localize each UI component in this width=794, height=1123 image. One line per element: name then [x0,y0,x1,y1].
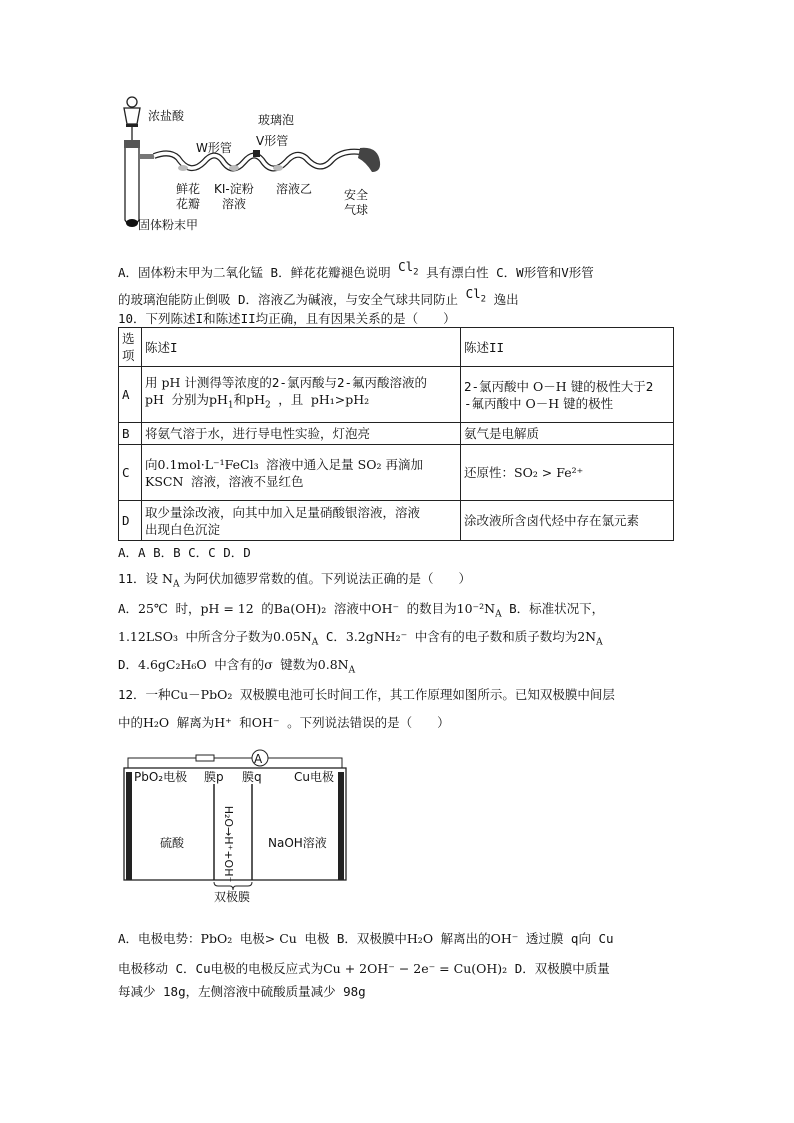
q11-option-d: D．4.6gC₂H₆O 中含有的σ 键数为$0.8N_A$ [118,657,356,676]
statement-1-cell: 用 pH 计测得等浓度的2-氯丙酸与2-氟丙酸溶液的 pH 分别为$pH_1$和$pH_2$ ，且 pH₁>pH₂ [142,367,461,423]
label-powder: 固体粉末甲 [138,218,199,232]
label-acid: 浓盐酸 [148,109,185,123]
label-ki-2: 溶液 [222,197,247,211]
label-water-dissociation: H₂O→H⁺+OH⁻ [222,805,235,883]
label-w-tube: W形管 [196,141,232,155]
label-ki-1: KI-淀粉 [214,182,254,196]
q12-options-line2: 电极移动 C．Cu电极的电极反应式为Cu + 2OH⁻ − 2e⁻ = Cu(OH)₂ D．双极膜中质量 [118,961,610,976]
label-sulfuric-acid: 硫酸 [160,836,185,850]
header-statement-2: 陈述II [461,328,674,367]
q11-option-a: A．25℃ 时，pH = 12 的Ba(OH)₂ 溶液中OH⁻ 的数目为$10^{-2}N_A$ B．标准状况下， [118,601,605,620]
label-petal-1: 鲜花 [176,182,201,196]
table-row [119,501,674,541]
q12-options-line3: 每减少 18g，左侧溶液中硫酸质量减少 98g [118,984,366,999]
label-solution-b: 溶液乙 [276,182,313,196]
statement-2-cell: 还原性：SO₂ > Fe²⁺ [461,445,674,501]
label-membrane-q: 膜q [242,770,262,784]
q9-options-line2: 的玻璃泡能防止倒吸 D．溶液乙为碱液，与安全气球共同防止 $Cl_2$ 逸出 [118,286,519,307]
statement-1-cell: 取少量涂改液，向其中加入足量硝酸银溶液，溶液 出现白色沉淀 [142,501,461,541]
table-row [119,423,674,445]
q10-options: A．A B．B C．C D．D [118,545,251,560]
label-membrane-p: 膜p [204,770,224,784]
table-row [119,445,674,501]
table-row [119,328,674,367]
label-bipolar-membrane: 双极膜 [214,890,251,904]
option-cell: B [119,423,142,445]
label-safe-1: 安全 [344,188,369,202]
label-v-tube: V形管 [256,134,289,148]
header-option: 选项 [119,328,142,367]
statement-1-cell: 向0.1mol·L⁻¹FeCl₃ 溶液中通入足量 SO₂ 再滴加 KSCN 溶液，溶液不显红色 [142,445,461,501]
q12-stem-line2: 中的H₂O 解离为H⁺ 和OH⁻ 。下列说法错误的是（ ） [118,715,450,730]
label-petal-2: 花瓣 [176,197,201,211]
q10-stem: 10．下列陈述I和陈述II均正确，且有因果关系的是（ ） [118,311,456,326]
label-bulb: 玻璃泡 [258,113,295,127]
label-naoh-solution: NaOH溶液 [268,836,327,850]
label-pbo2-electrode: PbO₂电极 [134,770,188,784]
ammeter-label: A [254,752,263,766]
label-safe-2: 气球 [344,203,369,217]
statement-1-cell: 将氨气溶于水，进行导电性实验，灯泡亮 [142,423,461,445]
label-cu-electrode: Cu电极 [294,770,334,784]
statement-2-cell: 2-氯丙酸中 O－H 键的极性大于2 -氟丙酸中 O－H 键的极性 [461,367,674,423]
q10-table [118,327,674,541]
q9-options-line1: A．固体粉末甲为二氧化锰 B．鲜花花瓣褪色说明 $Cl_2$ 具有漂白性 C．W形管和V形管 [118,259,594,280]
statement-2-cell: 氨气是电解质 [461,423,674,445]
header-statement-1: 陈述I [142,328,461,367]
q11-option-bc: 1.12LSO₃ 中所含分子数为$0.05N_A$ C．3.2gNH₂⁻ 中含有的电子数和质子数均为$2N_A$ [118,629,603,648]
table-row [119,367,674,423]
option-cell: D [119,501,142,541]
statement-2-cell: 涂改液所含卤代烃中存在氯元素 [461,501,674,541]
q11-stem: 11．设 $N_A$ 为阿伏加德罗常数的值。下列说法正确的是（ ） [118,571,471,590]
option-cell: A [119,367,142,423]
option-cell: C [119,445,142,501]
q12-options-line1: A．电极电势：PbO₂ 电极> Cu 电极 B．双极膜中H₂O 解离出的OH⁻ 透过膜 q向 Cu [118,931,614,946]
q12-stem-line1: 12．一种Cu－PbO₂ 双极膜电池可长时间工作，其工作原理如图所示。已知双极膜中间层 [118,687,615,702]
